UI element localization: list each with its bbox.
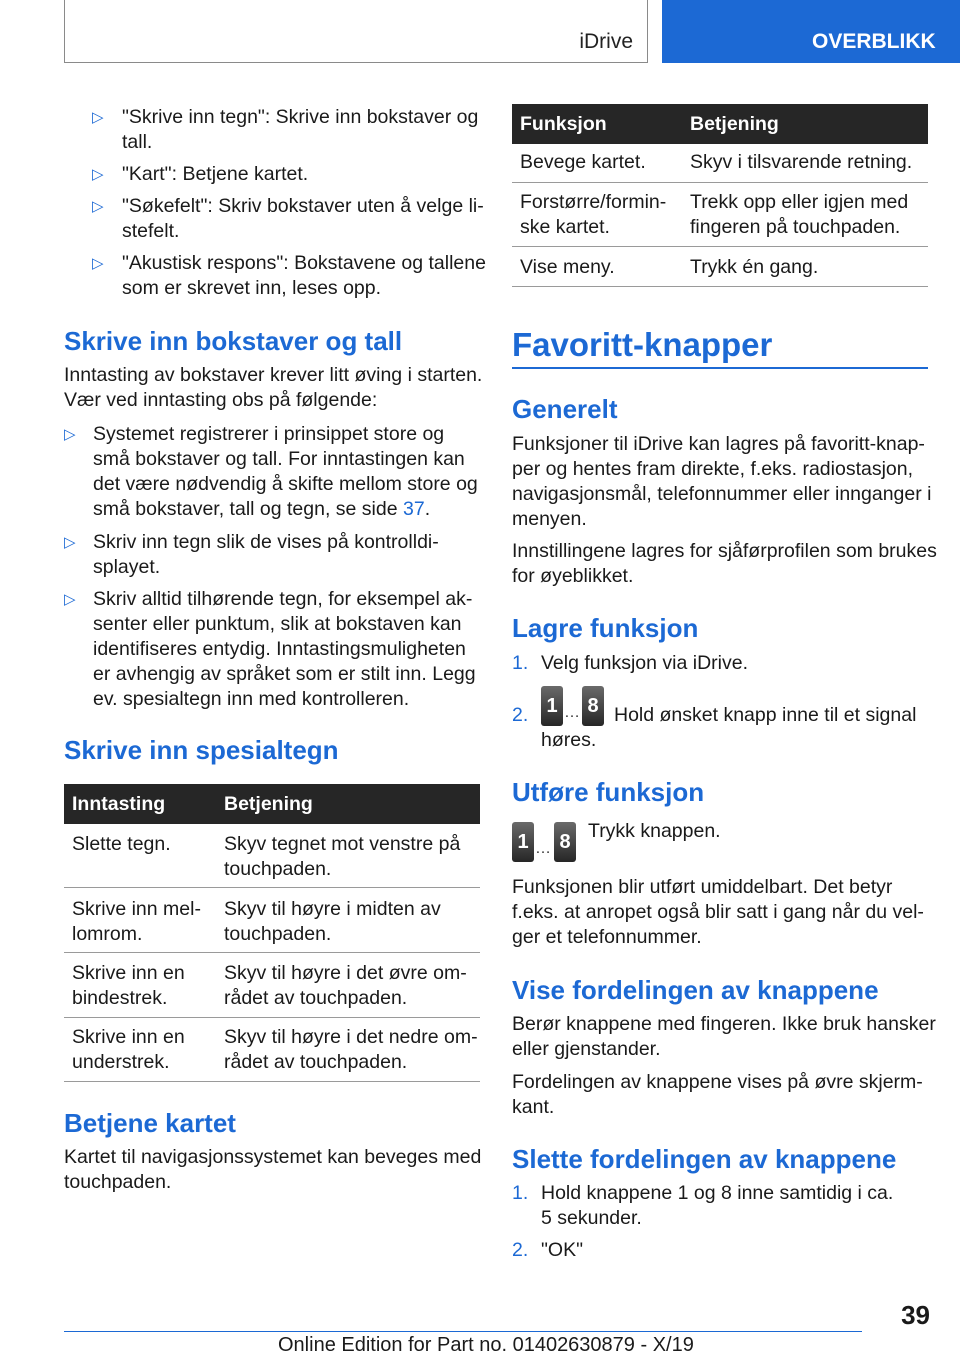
bullet-triangle-icon: ▷ bbox=[92, 109, 104, 126]
bullet-triangle-icon: ▷ bbox=[92, 198, 104, 215]
table-cell: Skrive inn en bbox=[72, 962, 185, 984]
table-cell: understrek. bbox=[72, 1051, 170, 1073]
chapter-title-underline bbox=[512, 367, 928, 369]
table-cell: bindestrek. bbox=[72, 987, 168, 1009]
heading-show: Vise fordelingen av knappene bbox=[512, 975, 879, 1005]
list-item: "Akustisk respons": Bokstavene og tallene bbox=[122, 252, 486, 274]
page-link[interactable]: 37 bbox=[403, 498, 425, 520]
paragraph: per og hentes fram direkte, f.eks. radiostasjon, bbox=[512, 458, 914, 480]
heading-save: Lagre funksjon bbox=[512, 613, 699, 643]
paragraph: Funksjonen blir utført umiddelbart. Det betyr bbox=[512, 876, 893, 898]
list-item: Systemet registrerer i prinsippet store og bbox=[93, 423, 445, 445]
table-cell: Vise meny. bbox=[520, 256, 615, 278]
list-item: Skriv alltid tilhørende tegn, for eksempel ak- bbox=[93, 588, 473, 610]
table-cell: Trykk én gang. bbox=[690, 256, 819, 278]
table-cell: Skyv til høyre i det nedre om- bbox=[224, 1026, 478, 1048]
table-cell: rådet av touchpaden. bbox=[224, 987, 408, 1009]
list-item: identifiseres entydig. Inntastingsmuligheten bbox=[93, 638, 466, 660]
header-tab-label: OVERBLIKK bbox=[812, 30, 936, 53]
paragraph: kant. bbox=[512, 1096, 555, 1118]
table-cell: touchpaden. bbox=[224, 923, 332, 945]
favorite-key-8-icon: 8 bbox=[554, 822, 576, 862]
table-header bbox=[64, 784, 480, 824]
paragraph: Vær ved inntasting obs på følgende: bbox=[64, 389, 378, 411]
paragraph: ger et telefonnummer. bbox=[512, 926, 702, 948]
paragraph: navigasjonsmål, telefonnummer eller innganger i bbox=[512, 483, 932, 505]
paragraph: Inntasting av bokstaver krever litt øving i starten. bbox=[64, 364, 483, 386]
paragraph: Kartet til navigasjonssystemet kan beveges med bbox=[64, 1146, 482, 1168]
list-item: "Søkefelt": Skriv bokstaver uten å velge li- bbox=[122, 195, 484, 217]
table-row-divider bbox=[64, 887, 480, 888]
table-cell: Skyv tegnet mot venstre på bbox=[224, 833, 461, 855]
heading-run: Utføre funksjon bbox=[512, 777, 705, 807]
step-text: Hold ønsket knapp inne til et signal bbox=[614, 704, 917, 726]
paragraph: Fordelingen av knappene vises på øvre skjerm- bbox=[512, 1071, 923, 1093]
table-row-divider bbox=[512, 286, 928, 287]
page-number: 39 bbox=[901, 1300, 930, 1330]
table-header-cell: Funksjon bbox=[520, 113, 607, 135]
list-item: stefelt. bbox=[122, 220, 180, 242]
table-cell: Skyv i tilsvarende retning. bbox=[690, 151, 913, 173]
heading-special: Skrive inn spesialtegn bbox=[64, 735, 339, 765]
table-cell: Forstørre/formin- bbox=[520, 191, 667, 213]
step-text: høres. bbox=[541, 729, 597, 751]
table-header-cell: Inntasting bbox=[72, 793, 166, 815]
header-box bbox=[64, 0, 648, 63]
step-number: 1. bbox=[512, 1182, 529, 1204]
list-item: senter eller punktum, slik at bokstaven kan bbox=[93, 613, 462, 635]
table-row-divider bbox=[512, 246, 928, 247]
list-item bbox=[93, 497, 430, 522]
paragraph: Funksjoner til iDrive kan lagres på favoritt-knap- bbox=[512, 433, 925, 455]
list-item: "Skrive inn tegn": Skrive inn bokstaver og bbox=[122, 106, 479, 128]
table-cell: rådet av touchpaden. bbox=[224, 1051, 408, 1073]
paragraph: Berør knappene med fingeren. Ikke bruk hansker bbox=[512, 1013, 936, 1035]
step-text: 5 sekunder. bbox=[541, 1207, 642, 1229]
list-item: små bokstaver og tall. For inntastingen kan bbox=[93, 448, 465, 470]
list-item: tall. bbox=[122, 131, 153, 153]
header-section: iDrive bbox=[579, 30, 633, 53]
step-text: Hold knappene 1 og 8 inne samtidig i ca. bbox=[541, 1182, 894, 1204]
step-number: 2. bbox=[512, 704, 529, 726]
favorite-key-8-icon: 8 bbox=[582, 686, 604, 726]
list-item: som er skrevet inn, leses opp. bbox=[122, 277, 382, 299]
table-cell: Bevege kartet. bbox=[520, 151, 646, 173]
table-cell: Skyv til høyre i det øvre om- bbox=[224, 962, 467, 984]
table-row-divider bbox=[64, 1017, 480, 1018]
bullet-triangle-icon: ▷ bbox=[64, 426, 76, 443]
list-item-text: små bokstaver, tall og tegn, se side bbox=[93, 498, 404, 520]
table-cell: Skrive inn mel- bbox=[72, 898, 201, 920]
step-text: "OK" bbox=[541, 1239, 584, 1261]
paragraph: for øyeblikket. bbox=[512, 565, 634, 587]
heading-map: Betjene kartet bbox=[64, 1108, 236, 1138]
list-item-text: . bbox=[424, 498, 431, 520]
step-number: 2. bbox=[512, 1239, 529, 1261]
heading-general: Generelt bbox=[512, 394, 618, 424]
list-item: splayet. bbox=[93, 556, 161, 578]
heading-letters: Skrive inn bokstaver og tall bbox=[64, 326, 403, 356]
table-cell: Slette tegn. bbox=[72, 833, 171, 855]
ellipsis: … bbox=[564, 704, 580, 721]
header-tab[interactable] bbox=[662, 0, 960, 63]
list-item: "Kart": Betjene kartet. bbox=[122, 163, 309, 185]
table-cell: fingeren på touchpaden. bbox=[690, 216, 901, 238]
favorite-key-1-icon: 1 bbox=[541, 686, 563, 726]
list-item: det være nødvendig å skifte mellom store og bbox=[93, 473, 478, 495]
table-cell: Skrive inn en bbox=[72, 1026, 185, 1048]
table-row-divider bbox=[64, 952, 480, 953]
paragraph: eller gjenstander. bbox=[512, 1038, 661, 1060]
bullet-triangle-icon: ▷ bbox=[64, 534, 76, 551]
list-item: Skriv inn tegn slik de vises på kontrolldi- bbox=[93, 531, 439, 553]
favorite-key-1-icon: 1 bbox=[512, 822, 534, 862]
footer-text: Online Edition for Part no. 01402630879 - X/19 bbox=[278, 1334, 694, 1356]
list-item: er avhengig av språket som er stilt inn. Legg bbox=[93, 663, 476, 685]
bullet-triangle-icon: ▷ bbox=[92, 166, 104, 183]
step-text: Velg funksjon via iDrive. bbox=[541, 652, 749, 674]
bullet-triangle-icon: ▷ bbox=[92, 255, 104, 272]
footer-rule bbox=[64, 1331, 862, 1332]
table-cell: ske kartet. bbox=[520, 216, 610, 238]
heading-delete: Slette fordelingen av knappene bbox=[512, 1144, 897, 1174]
chapter-title: Favoritt-knapper bbox=[512, 326, 773, 363]
table-cell: Trekk opp eller igjen med bbox=[690, 191, 909, 213]
paragraph: Innstillingene lagres for sjåførprofilen som brukes bbox=[512, 540, 937, 562]
paragraph: f.eks. at anropet også blir satt i gang når du vel- bbox=[512, 901, 924, 923]
bullet-triangle-icon: ▷ bbox=[64, 591, 76, 608]
paragraph: touchpaden. bbox=[64, 1171, 172, 1193]
step-number: 1. bbox=[512, 652, 529, 674]
table-row-divider bbox=[64, 1081, 480, 1082]
table-header bbox=[512, 104, 928, 144]
table-header-cell: Betjening bbox=[224, 793, 313, 815]
table-header-cell: Betjening bbox=[690, 113, 779, 135]
paragraph: Trykk knappen. bbox=[588, 820, 721, 842]
paragraph: menyen. bbox=[512, 508, 587, 530]
list-item: ev. spesialtegn inn med kontrolleren. bbox=[93, 688, 410, 710]
ellipsis: … bbox=[535, 840, 551, 857]
table-cell: touchpaden. bbox=[224, 858, 332, 880]
table-cell: Skyv til høyre i midten av bbox=[224, 898, 441, 920]
table-cell: lomrom. bbox=[72, 923, 143, 945]
table-row-divider bbox=[512, 182, 928, 183]
